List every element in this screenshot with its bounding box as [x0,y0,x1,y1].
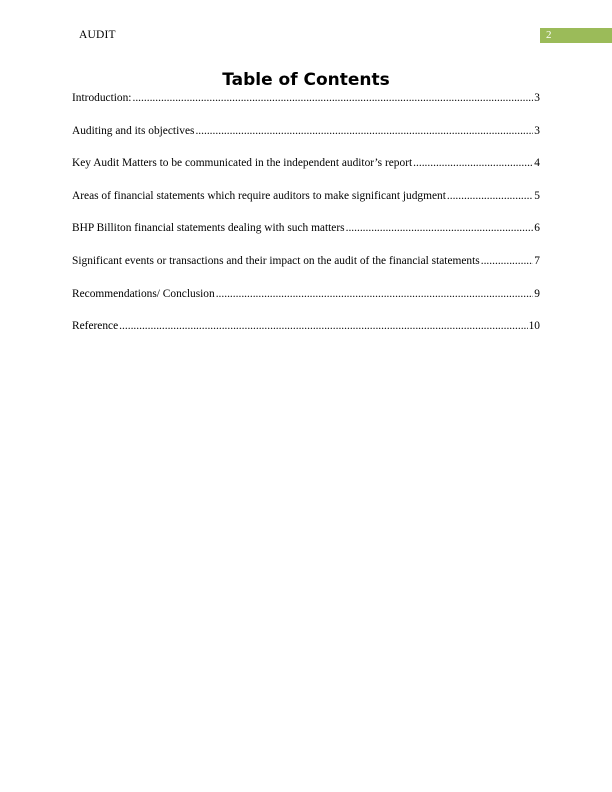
toc-entry-significant-events[interactable] [72,255,540,288]
toc-dot-leader [413,157,533,169]
toc-entry-introduction[interactable] [72,92,540,125]
toc-entry-page: 9 [534,287,540,300]
toc-entry-recommendations[interactable] [72,288,540,321]
toc-entry-text: Introduction: [72,92,132,104]
toc-dot-leader [346,222,534,234]
toc-dot-leader [216,288,534,300]
toc-entry-text: Key Audit Matters to be communicated in the independent auditor’s report [72,157,413,170]
toc-dot-leader [481,255,534,267]
toc-entry-text: Significant events or transactions and their impact on the audit of the financial statements [72,254,480,267]
toc-entry-text: Reference [72,320,119,333]
page-number-badge: 2 [540,28,612,43]
toc-entry-page: 4 [534,157,540,170]
toc-entry-text: Areas of financial statements which require auditors to make significant judgment [72,189,446,202]
toc-dot-leader [447,190,533,202]
toc-entry-significant-judgment[interactable] [72,190,540,223]
toc-entry-auditing-objectives[interactable] [72,125,540,158]
toc-entry-bhp-billiton[interactable] [72,222,540,255]
toc-dot-leader [119,320,527,332]
running-head: AUDIT [79,29,116,41]
toc-entry-text: BHP Billiton financial statements dealing with such matters [72,222,345,235]
toc-entry-page: 6 [534,222,540,235]
toc-entry-page: 7 [534,254,540,267]
toc-entry-key-audit-matters[interactable] [72,157,540,190]
toc-entry-page: 5 [534,189,540,202]
toc-title: Table of Contents [222,70,390,90]
toc-entry-text: Recommendations/ Conclusion [72,287,215,300]
toc-dot-leader [132,92,533,104]
toc-list [72,92,540,353]
toc-entry-reference[interactable] [72,320,540,353]
toc-entry-page: 3 [534,124,540,137]
toc-entry-page: 10 [528,320,540,333]
toc-entry-page: 3 [534,92,540,104]
toc-entry-text: Auditing and its objectives [72,124,195,137]
toc-dot-leader [195,125,533,137]
